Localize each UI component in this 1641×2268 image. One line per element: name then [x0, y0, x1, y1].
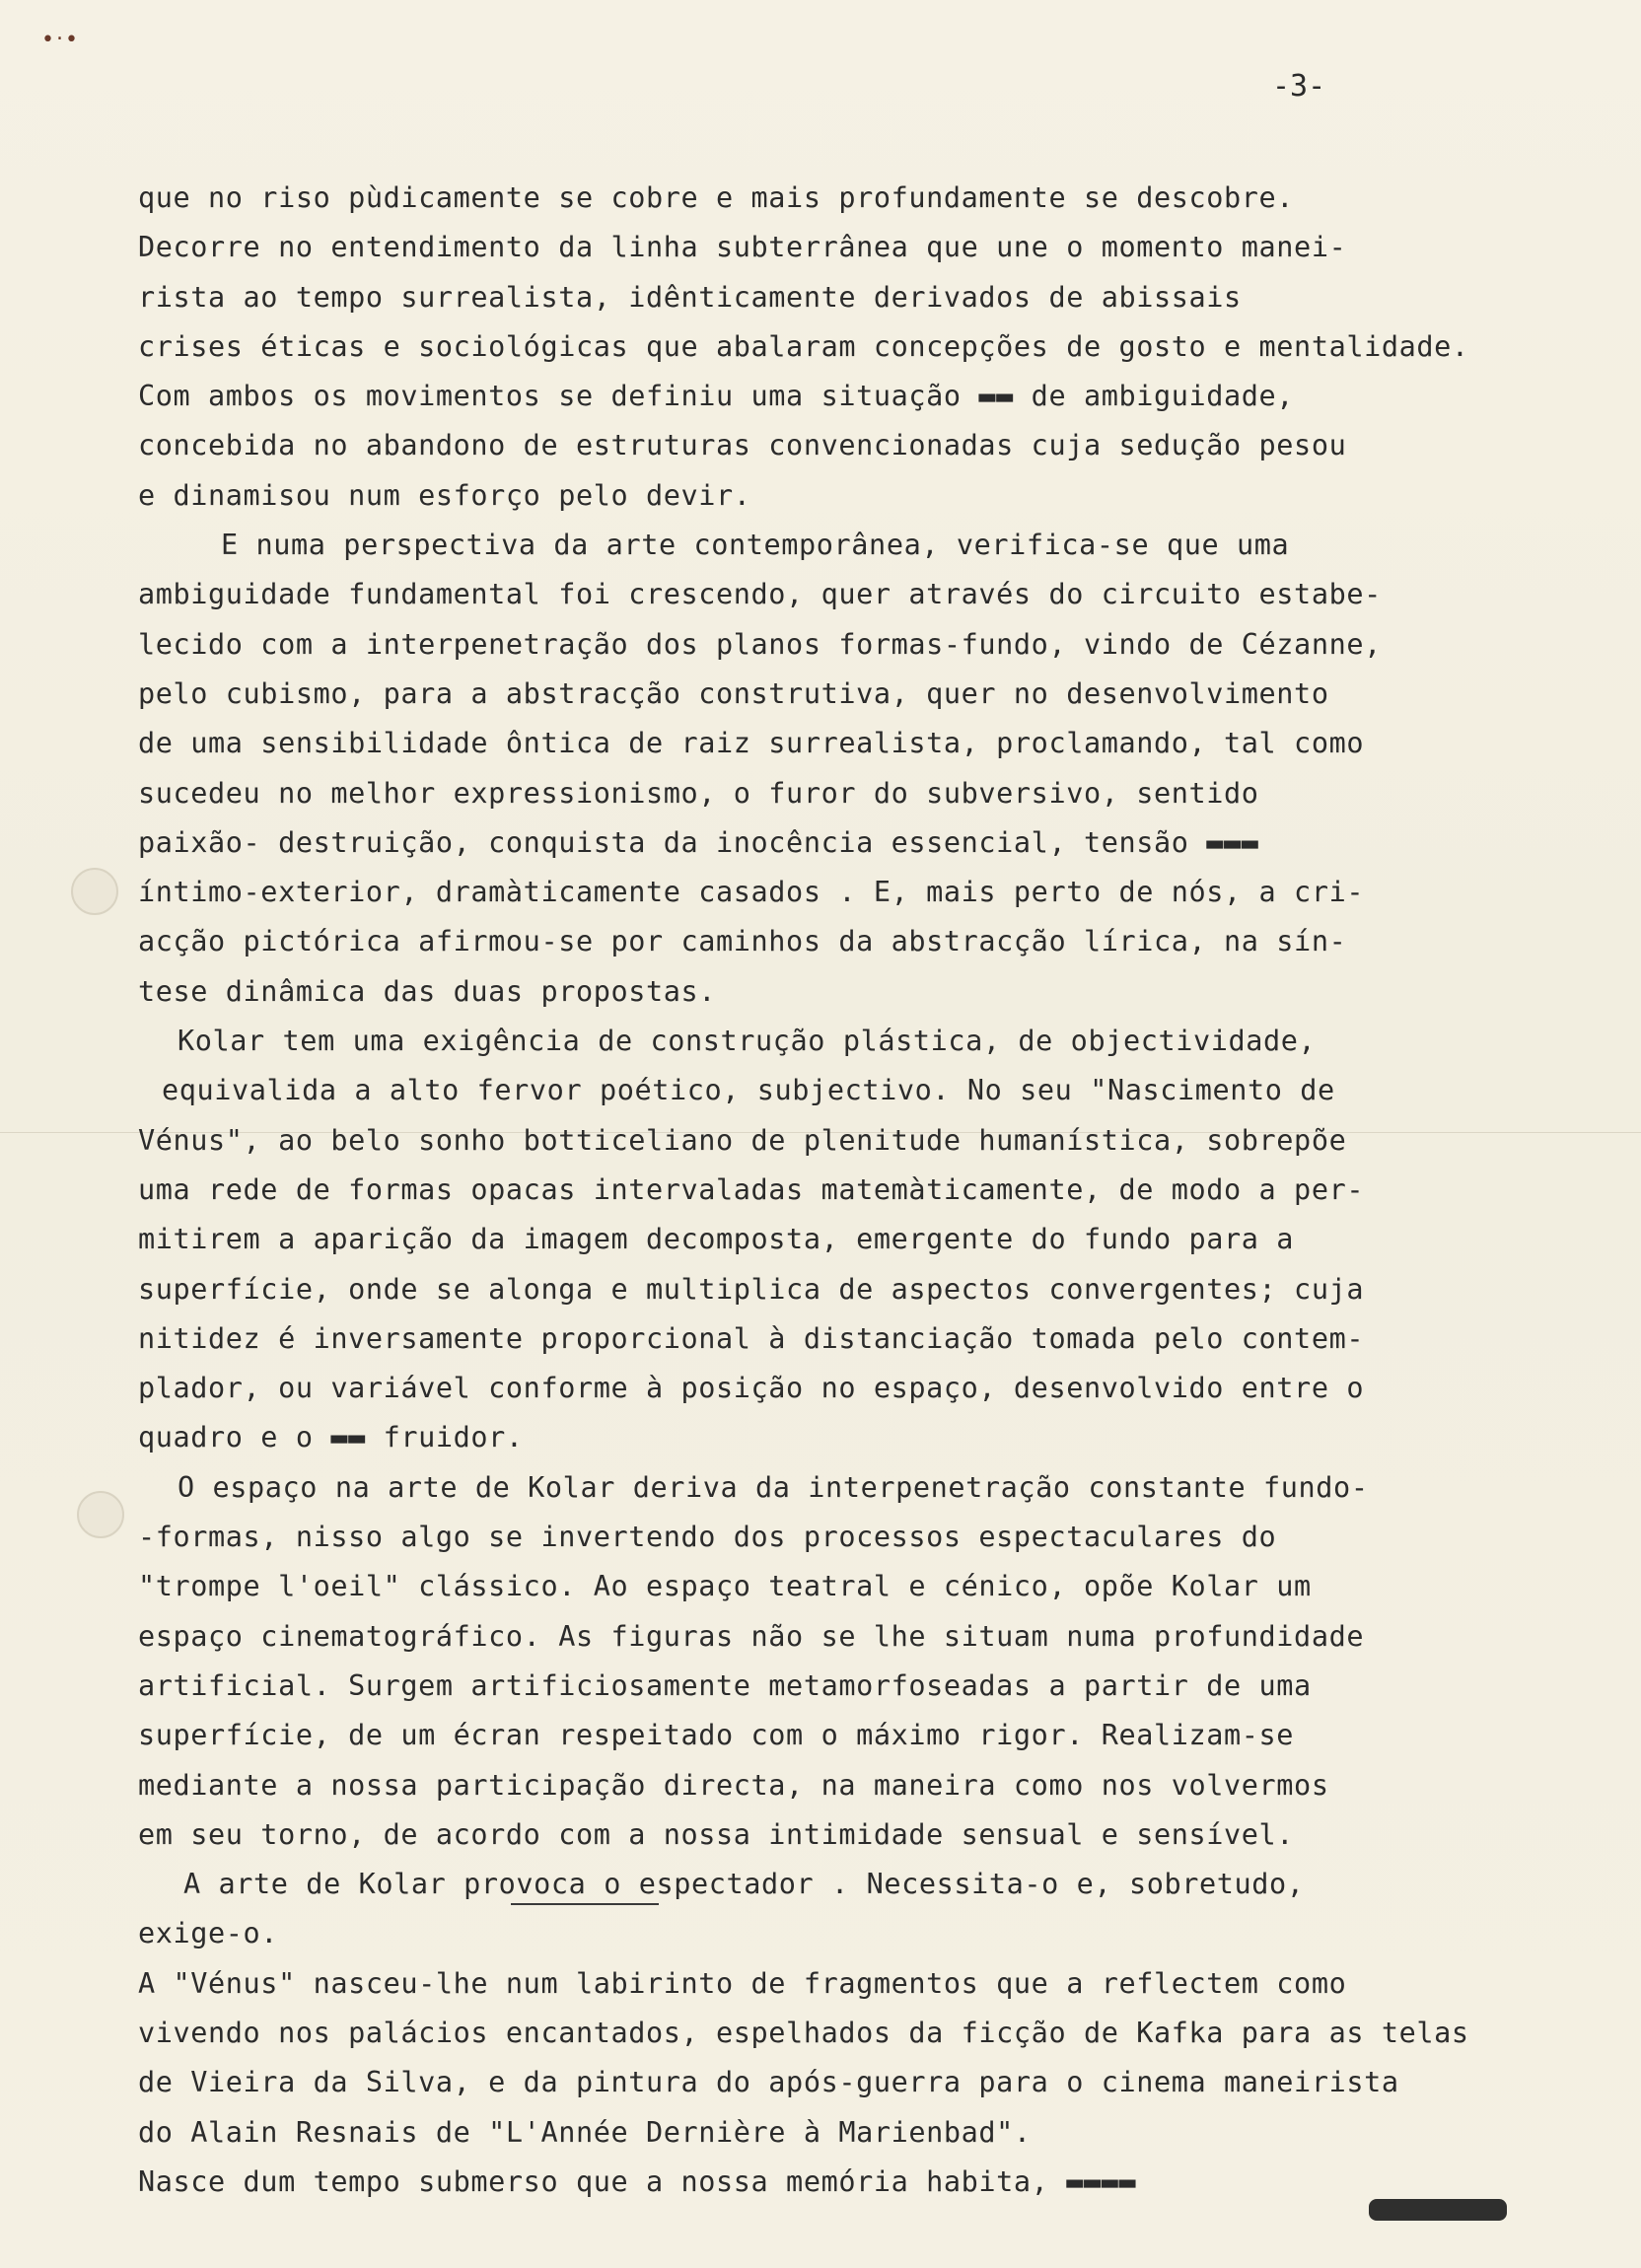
text-line: que no riso pùdicamente se cobre e mais profundamente se descobre.: [138, 181, 1295, 214]
text-line: paixão- destruição, conquista da inocência essencial, tensão ▬▬▬: [138, 825, 1259, 859]
text-line: equivalida a alto fervor poético, subjectivo. No seu "Nascimento de: [162, 1074, 1335, 1107]
text-line: superfície, de um écran respeitado com o máximo rigor. Realizam-se: [138, 1719, 1295, 1752]
text-line: do Alain Resnais de "L'Année Dernière à Marienbad".: [138, 2115, 1032, 2149]
text-line: crises éticas e sociológicas que abalaram concepções de gosto e mentalidade.: [138, 329, 1469, 363]
text-line: superfície, onde se alonga e multiplica de aspectos convergentes; cuja: [138, 1272, 1365, 1306]
corner-smudge: •‧•: [41, 28, 80, 52]
text-line: A arte de Kolar provoca o espectador . Necessita-o e, sobretudo,: [183, 1868, 1305, 1901]
text-line: mediante a nossa participação directa, na maneira como nos volvermos: [138, 1768, 1329, 1802]
text-line: E numa perspectiva da arte contemporânea, verifica-se que uma: [221, 529, 1290, 562]
text-line: vivendo nos palácios encantados, espelhados da ficção de Kafka para as telas: [138, 2016, 1469, 2049]
text-line: concebida no abandono de estruturas convencionadas cuja sedução pesou: [138, 429, 1347, 462]
text-line: espaço cinematográfico. As figuras não se lhe situam numa profundidade: [138, 1619, 1365, 1653]
text-line: em seu torno, de acordo com a nossa intimidade sensual e sensível.: [138, 1817, 1295, 1851]
text-line: "trompe l'oeil" clássico. Ao espaço teatral e cénico, opõe Kolar um: [138, 1570, 1312, 1603]
text-line: O espaço na arte de Kolar deriva da interpenetração constante fundo-: [178, 1470, 1369, 1504]
text-line: Com ambos os movimentos se definiu uma situação ▬▬ de ambiguidade,: [138, 380, 1295, 413]
text-line: pelo cubismo, para a abstracção construtiva, quer no desenvolvimento: [138, 676, 1329, 710]
text-line: acção pictórica afirmou-se por caminhos da abstracção lírica, na sín-: [138, 925, 1347, 958]
text-line: -formas, nisso algo se invertendo dos processos espectaculares do: [138, 1521, 1277, 1554]
redaction-mark: [1369, 2199, 1507, 2221]
text-line: Vénus", ao belo sonho botticeliano de plenitude humanística, sobrepõe: [138, 1123, 1347, 1157]
text-line: Nasce dum tempo submerso que a nossa memória habita, ▬▬▬▬: [138, 2164, 1137, 2198]
text-line: ambiguidade fundamental foi crescendo, quer através do circuito estabe-: [138, 578, 1382, 611]
text-line: plador, ou variável conforme à posição no espaço, desenvolvido entre o: [138, 1372, 1365, 1405]
text-line: A "Vénus" nasceu-lhe num labirinto de fragmentos que a reflectem como: [138, 1966, 1347, 2000]
text-line: mitirem a aparição da imagem decomposta, emergente do fundo para a: [138, 1223, 1295, 1256]
text-line: nitidez é inversamente proporcional à distanciação tomada pelo contem-: [138, 1321, 1365, 1355]
punch-hole-lower: [77, 1491, 124, 1538]
text-line: uma rede de formas opacas intervaladas matemàticamente, de modo a per-: [138, 1172, 1365, 1206]
text-line: lecido com a interpenetração dos planos formas-fundo, vindo de Cézanne,: [138, 627, 1382, 661]
text-line: artificial. Surgem artificiosamente metamorfoseadas a partir de uma: [138, 1668, 1312, 1702]
text-line: Decorre no entendimento da linha subterrânea que une o momento manei-: [138, 231, 1347, 264]
typed-text-body: [138, 174, 1588, 2207]
page-number: -3-: [1272, 69, 1326, 104]
text-line: e dinamisou num esforço pelo devir.: [138, 478, 751, 512]
punch-hole-upper: [71, 868, 118, 915]
text-line: de Vieira da Silva, e da pintura do após-guerra para o cinema maneirista: [138, 2066, 1399, 2099]
text-line: rista ao tempo surrealista, idênticamente derivados de abissais: [138, 280, 1242, 314]
text-line: quadro e o ▬▬ fruidor.: [138, 1421, 524, 1454]
text-line: tese dinâmica das duas propostas.: [138, 974, 717, 1008]
text-line: de uma sensibilidade ôntica de raiz surrealista, proclamando, tal como: [138, 727, 1365, 760]
text-line: exige-o.: [138, 1917, 279, 1950]
text-line: íntimo-exterior, dramàticamente casados . E, mais perto de nós, a cri-: [138, 876, 1365, 909]
underline-provoca: [511, 1903, 659, 1905]
text-line: sucedeu no melhor expressionismo, o furor do subversivo, sentido: [138, 776, 1259, 810]
text-line: Kolar tem uma exigência de construção plástica, de objectividade,: [178, 1025, 1317, 1058]
